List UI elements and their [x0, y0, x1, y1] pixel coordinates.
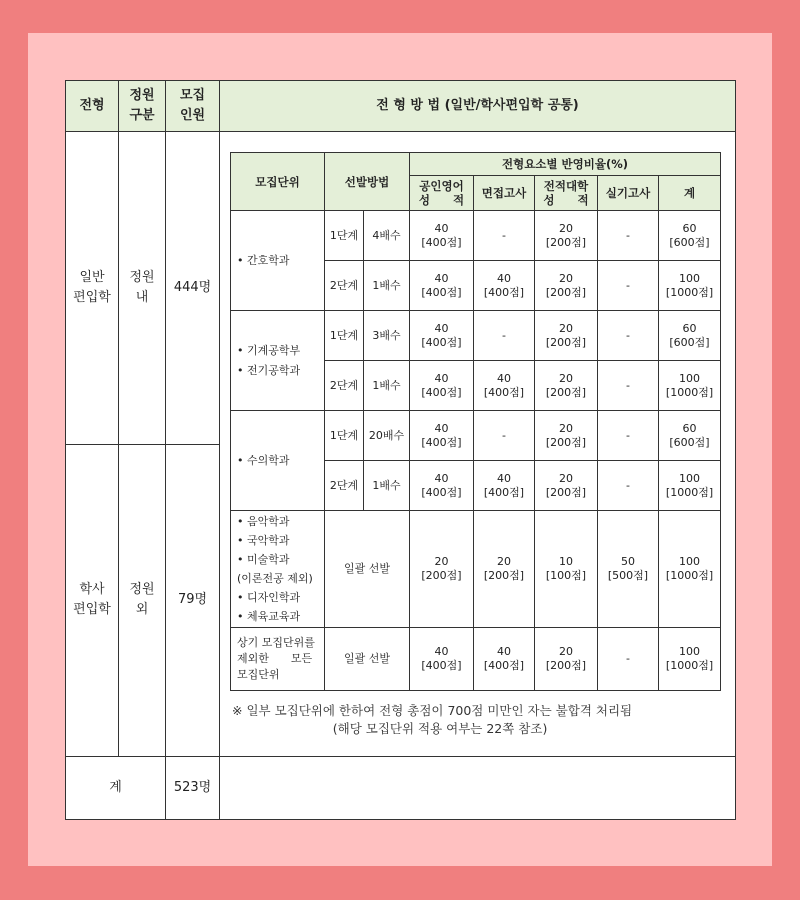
footnote-line: (해당 모집단위 적용 여부는 22쪽 참조) — [332, 721, 548, 736]
unit-cell: • 간호학과 — [231, 211, 325, 311]
table-row — [231, 311, 721, 361]
method-cell: 일괄 선발 — [325, 511, 410, 628]
multiple-cell: 1배수 — [364, 461, 410, 511]
type-general: 일반 편입학 — [66, 132, 119, 445]
ratio-cell: - — [474, 211, 535, 261]
header-gpa: 전적대학 성 적 — [535, 176, 598, 211]
admission-sheet — [65, 80, 735, 819]
unit-cell: 상기 모집단위를 제외한 모든 모집단위 — [231, 628, 325, 691]
ratio-cell: 40 [400점] — [474, 628, 535, 691]
multiple-cell: 1배수 — [364, 261, 410, 311]
ratio-cell: - — [598, 361, 659, 411]
total-blank — [220, 757, 736, 820]
table-row — [231, 411, 721, 461]
header-quota: 정원 구분 — [119, 81, 166, 132]
header-english: 공인영어 성 적 — [410, 176, 474, 211]
total-row — [66, 757, 736, 820]
multiple-cell: 1배수 — [364, 361, 410, 411]
type-bachelor: 학사 편입학 — [66, 444, 119, 757]
header-interview: 면접고사 — [474, 176, 535, 211]
header-recruit: 모집 인원 — [166, 81, 220, 132]
total-count: 523명 — [166, 757, 220, 820]
ratio-cell: - — [474, 411, 535, 461]
ratio-cell: 20 [200점] — [535, 211, 598, 261]
ratio-cell: 40 [400점] — [410, 411, 474, 461]
header-sum: 계 — [659, 176, 721, 211]
ratio-cell: 60 [600점] — [659, 411, 721, 461]
ratio-cell: - — [598, 411, 659, 461]
ratio-cell: 100 [1000점] — [659, 511, 721, 628]
ratio-cell: 20 [200점] — [410, 511, 474, 628]
header-selection: 선발방법 — [325, 153, 410, 211]
table-row — [66, 132, 736, 445]
stage-cell: 1단계 — [325, 211, 364, 261]
quota-out: 정원 외 — [119, 444, 166, 757]
ratio-cell: - — [598, 628, 659, 691]
ratio-cell: - — [598, 461, 659, 511]
ratio-cell: 40 [400점] — [410, 361, 474, 411]
unit-cell: • 기계공학부 • 전기공학과 — [231, 311, 325, 411]
ratio-cell: 20 [200점] — [535, 361, 598, 411]
header-practical: 실기고사 — [598, 176, 659, 211]
ratio-cell: 100 [1000점] — [659, 628, 721, 691]
ratio-table — [230, 152, 721, 691]
multiple-cell: 4배수 — [364, 211, 410, 261]
ratio-cell: 40 [400점] — [410, 261, 474, 311]
unit-cell: • 음악학과 • 국악학과 • 미술학과 (이론전공 제외) • 디자인학과 • 체육교육과 — [231, 511, 325, 628]
total-label: 계 — [66, 757, 166, 820]
multiple-cell: 3배수 — [364, 311, 410, 361]
header-ratio: 전형요소별 반영비율(%) — [410, 153, 721, 176]
table-row — [231, 511, 721, 628]
ratio-cell: 20 [200점] — [535, 628, 598, 691]
ratio-cell: 60 [600점] — [659, 311, 721, 361]
stage-cell: 2단계 — [325, 461, 364, 511]
ratio-cell: 100 [1000점] — [659, 361, 721, 411]
multiple-cell: 20배수 — [364, 411, 410, 461]
stage-cell: 2단계 — [325, 261, 364, 311]
ratio-cell: 20 [200점] — [535, 311, 598, 361]
ratio-cell: 20 [200점] — [535, 411, 598, 461]
ratio-cell: 40 [400점] — [410, 628, 474, 691]
ratio-cell: - — [598, 261, 659, 311]
stage-cell: 2단계 — [325, 361, 364, 411]
ratio-cell: 40 [400점] — [410, 311, 474, 361]
stage-cell: 1단계 — [325, 311, 364, 361]
ratio-cell: 50 [500점] — [598, 511, 659, 628]
count-bachelor: 79명 — [166, 444, 220, 757]
unit-cell: • 수의학과 — [231, 411, 325, 511]
ratio-cell: 10 [100점] — [535, 511, 598, 628]
ratio-cell: 20 [200점] — [535, 261, 598, 311]
ratio-cell: 20 [200점] — [535, 461, 598, 511]
ratio-cell: 100 [1000점] — [659, 261, 721, 311]
ratio-cell: 20 [200점] — [474, 511, 535, 628]
ratio-cell: 40 [400점] — [410, 461, 474, 511]
stage-cell: 1단계 — [325, 411, 364, 461]
ratio-cell: 100 [1000점] — [659, 461, 721, 511]
table-row — [231, 211, 721, 261]
footnote-line: ※ 일부 모집단위에 한하여 전형 총점이 700점 미만인 자는 불합격 처리됨 — [232, 703, 633, 718]
header-unit: 모집단위 — [231, 153, 325, 211]
ratio-cell: - — [598, 211, 659, 261]
method-cell: 일괄 선발 — [325, 628, 410, 691]
table-row — [231, 628, 721, 691]
ratio-cell: - — [474, 311, 535, 361]
ratio-cell: 40 [400점] — [410, 211, 474, 261]
ratio-cell: 40 [400점] — [474, 461, 535, 511]
ratio-cell: 40 [400점] — [474, 261, 535, 311]
ratio-cell: 40 [400점] — [474, 361, 535, 411]
header-type: 전형 — [66, 81, 119, 132]
admission-table — [65, 80, 736, 820]
ratio-cell: 60 [600점] — [659, 211, 721, 261]
footnote — [232, 702, 632, 738]
method-cell — [220, 132, 736, 757]
quota-in: 정원 내 — [119, 132, 166, 445]
count-general: 444명 — [166, 132, 220, 445]
header-method: 전 형 방 법 (일반/학사편입학 공통) — [220, 81, 736, 132]
ratio-cell: - — [598, 311, 659, 361]
